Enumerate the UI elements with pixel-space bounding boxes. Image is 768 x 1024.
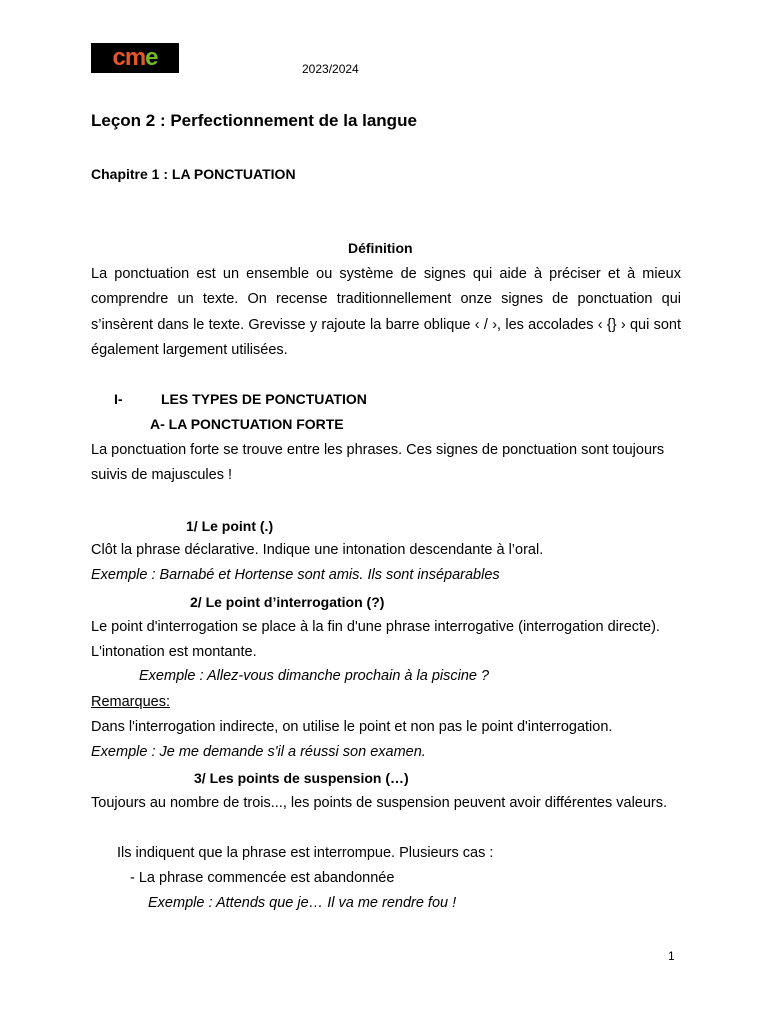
definition-text: La ponctuation est un ensemble ou système de signes qui aide à préciser et à mieux comprendre un texte. On recense traditionnellement onze signes de ponctuation qui s’insèrent dans le texte. Grevisse y rajoute la barre oblique ‹ / ›, les accolades ‹ {} › qui sont également largement utilisées. xyxy=(91,266,681,358)
logo-letter-m: m xyxy=(124,44,146,71)
remarques-label: Remarques: xyxy=(91,694,170,710)
interrogation-text: Le point d'interrogation se place à la fin d'une phrase interrogative (interrogation directe). L'intonation est montante. xyxy=(91,619,660,661)
remarque-text: Dans l'interrogation indirecte, on utilise le point et non pas le point d'interrogation. xyxy=(91,719,613,735)
page-number: 1 xyxy=(668,949,675,963)
logo-letter-e: e xyxy=(145,44,158,71)
forte-intro-text: La ponctuation forte se trouve entre les phrases. Ces signes de ponctuation sont toujours suivis de majuscules ! xyxy=(91,442,665,484)
section-number: I- xyxy=(114,391,123,407)
interrogation-heading: 2/ Le point d’interrogation (?) xyxy=(190,594,385,610)
suspension-text: Toujours au nombre de trois..., les points de suspension peuvent avoir différentes valeurs. xyxy=(91,795,668,811)
school-year: 2023/2024 xyxy=(302,62,359,76)
lesson-title: Leçon 2 : Perfectionnement de la langue xyxy=(91,111,417,130)
point-heading: 1/ Le point (.) xyxy=(186,518,274,534)
definition-heading: Définition xyxy=(348,240,413,256)
cme-logo xyxy=(91,43,179,73)
chapter-title: Chapitre 1 : LA PONCTUATION xyxy=(91,166,296,182)
subsection-title: A- LA PONCTUATION FORTE xyxy=(150,416,344,432)
suspension-case-1: - La phrase commencée est abandonnée xyxy=(130,870,395,886)
suspension-heading: 3/ Les points de suspension (…) xyxy=(194,770,409,786)
point-example: Exemple : Barnabé et Hortense sont amis. Ils sont inséparables xyxy=(91,567,500,583)
point-text: Clôt la phrase déclarative. Indique une intonation descendante à l’oral. xyxy=(91,542,544,558)
suspension-case-1-example: Exemple : Attends que je… Il va me rendre fou ! xyxy=(148,895,457,911)
suspension-cases-intro: Ils indiquent que la phrase est interrompue. Plusieurs cas : xyxy=(117,845,494,861)
remarque-example: Exemple : Je me demande s'il a réussi son examen. xyxy=(91,744,426,760)
interrogation-example: Exemple : Allez-vous dimanche prochain à la piscine ? xyxy=(139,668,490,684)
logo-text xyxy=(91,43,179,73)
logo-letter-c: c xyxy=(112,44,125,71)
section-title: LES TYPES DE PONCTUATION xyxy=(161,391,367,407)
